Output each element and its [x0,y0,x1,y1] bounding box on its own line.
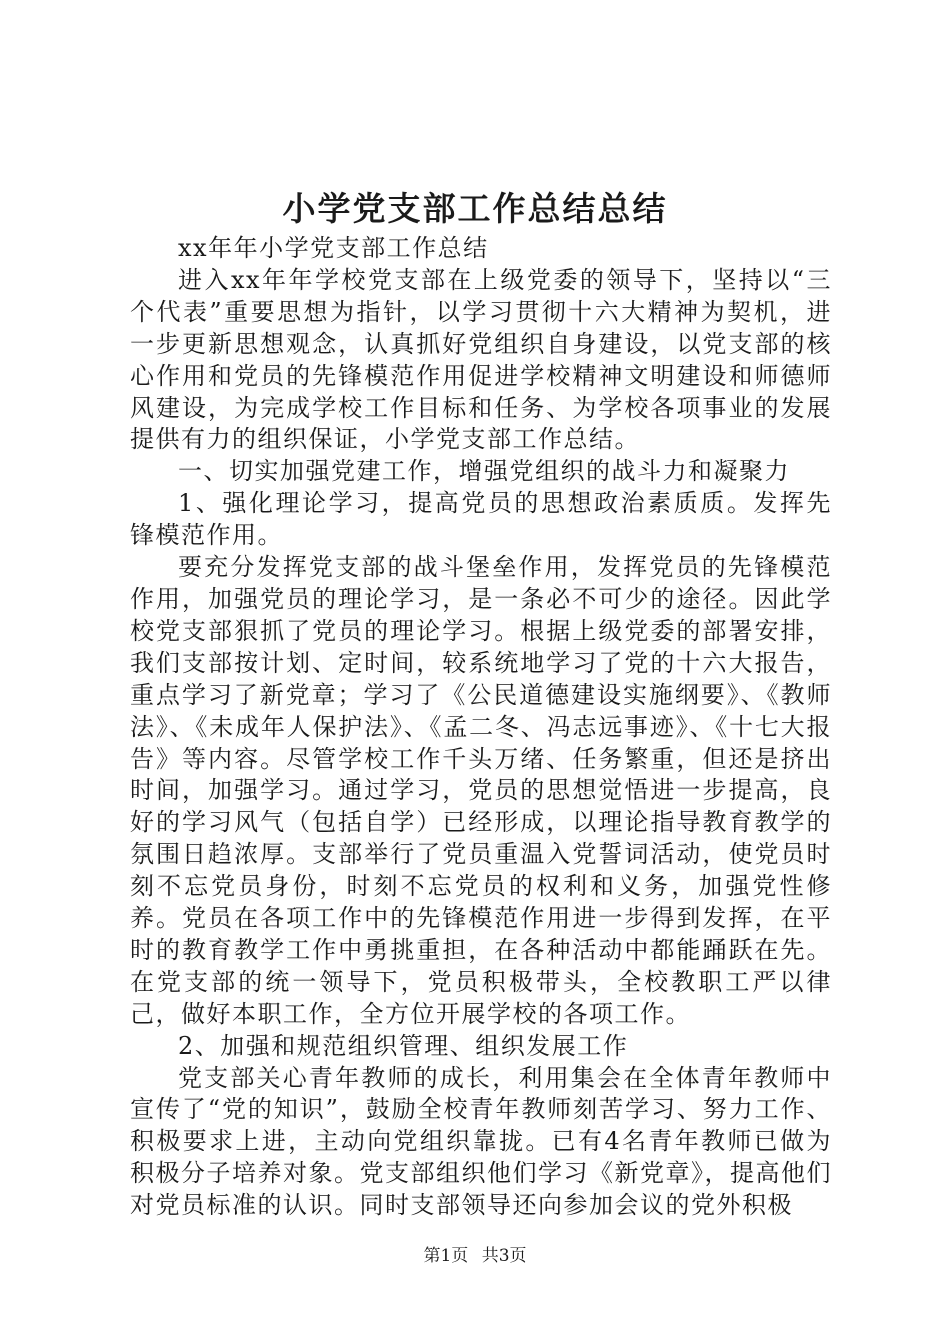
subsection-heading-2: 2、加强和规范组织管理、组织发展工作 [178,1031,629,1060]
subsection-heading-1: 1、强化理论学习，提高党员的思想政治素质质。发挥先锋模范作用。 [130,489,832,550]
section-heading-1: 一、切实加强党建工作，增强党组织的战斗力和凝聚力 [178,457,790,486]
page-footer [0,1244,950,1268]
document-body [130,233,832,1222]
paragraph-theory-study: 要充分发挥党支部的战斗堡垒作用，发挥党员的先锋模范作用，加强党员的理论学习，是一条必不可少的途径。因此学校党支部狠抓了党员的理论学习。根据上级党委的部署安排，我们支部按计划、定时间，较系统地学习了党的十六大报告，重点学习了新党章；学习了《公民道德建设实施纲要》、《教师法》、《未成年人保护法》、《孟二冬、冯志远事迹》、《十七大报告》等内容。尽管学校工作千头万绪、任务繁重，但还是挤出时间，加强学习。通过学习，党员的思想觉悟进一步提高，良好的学习风气（包括自学）已经形成，以理论指导教育教学的氛围日趋浓厚。支部举行了党员重温入党誓词活动，使党员时刻不忘党员身份，时刻不忘党员的权利和义务，加强党性修养。党员在各项工作中的先锋模范作用进一步得到发挥，在平时的教育教学工作中勇挑重担，在各种活动中都能踊跃在先。在党支部的统一领导下，党员积极带头，全校教职工严以律己，做好本职工作，全方位开展学校的各项工作。 [130,553,832,1028]
page-number: 第1页 [423,1246,469,1266]
paragraph-organization: 党支部关心青年教师的成长，利用集会在全体青年教师中宣传了“党的知识”，鼓励全校青年教师刻苦学习、努力工作、积极要求上进，主动向党组织靠拢。已有4名青年教师已做为积极分子培养对象。党支部组织他们学习《新党章》，提高他们对党员标准的认识。同时支部领导还向参加会议的党外积极 [130,1063,832,1220]
paragraph-intro: 进入xx年年学校党支部在上级党委的领导下，坚持以“三个代表”重要思想为指针，以学习贯彻十六大精神为契机，进一步更新思想观念，认真抓好党组织自身建设，以党支部的核心作用和党员的先锋模范作用促进学校精神文明建设和师德师风建设，为完成学校工作目标和任务、为学校各项事业的发展提供有力的组织保证，小学党支部工作总结。 [130,265,832,454]
paragraph-subtitle: xx年年小学党支部工作总结 [178,234,489,262]
document-title: 小学党支部工作总结总结 [282,189,668,228]
page-total: 共3页 [481,1246,527,1266]
